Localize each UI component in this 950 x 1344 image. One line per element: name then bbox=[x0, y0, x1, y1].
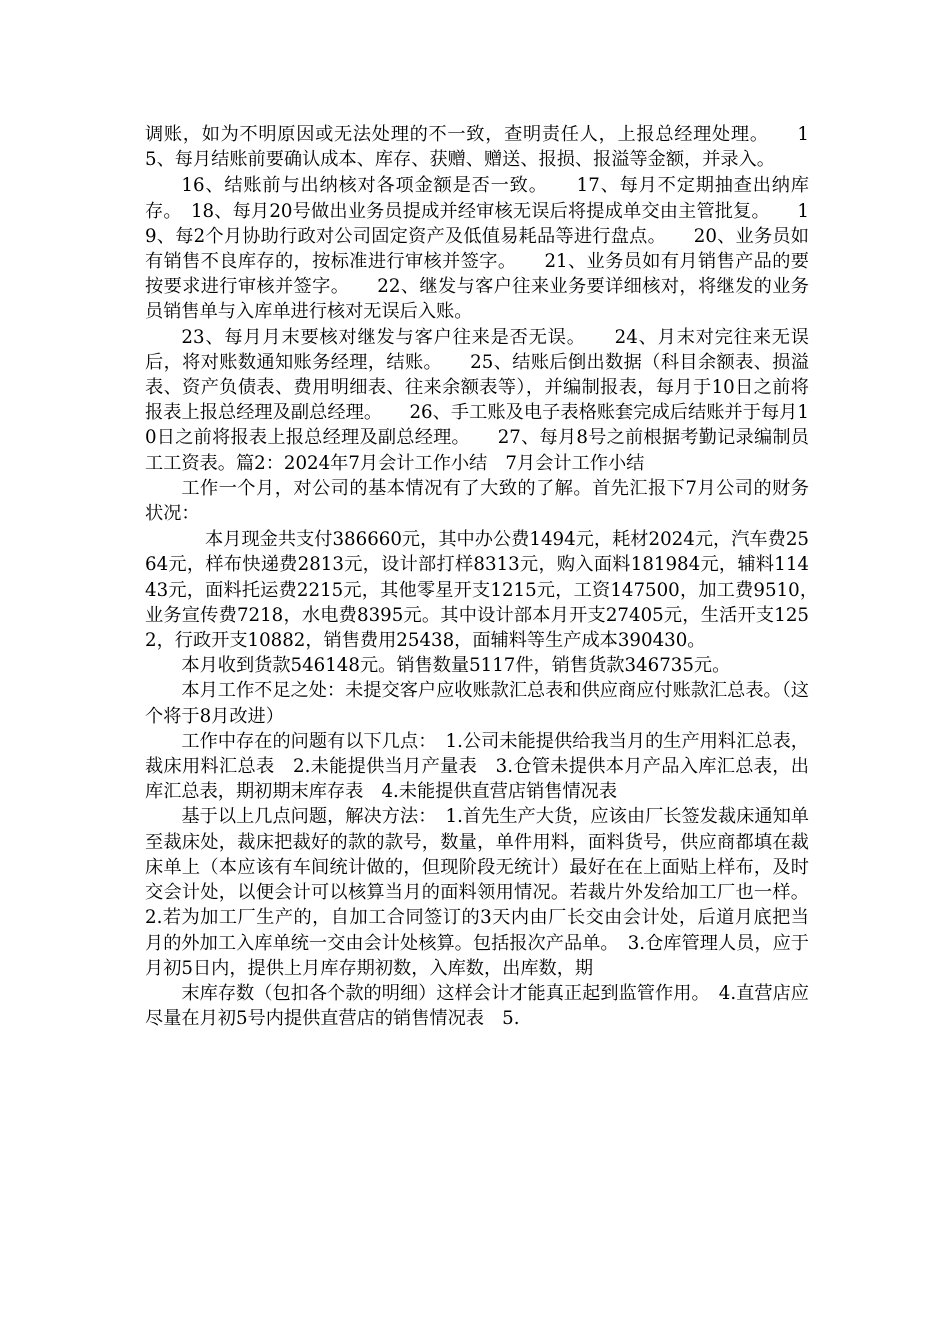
paragraph-3: 23、每月月末要核对继发与客户往来是否无误。 24、月末对完往来无误后，将对账数通知账务经理，结账。 25、结账后倒出数据（科目余额表、损溢表、资产负债表、费用明细表、往来余额表等），并编制报表，每月于10日之前将报表上报总经理及副总经理。 26、手工账及电子表格账套完成后结账并于每月10日之前将报表上报总经理及副总经理。 27、每月8号之前根据考勤记录编制员工工资表。篇2：2024年7月会计工作小结 7月会计工作小结 bbox=[145, 326, 809, 474]
paragraph-8: 工作中存在的问题有以下几点： 1.公司未能提供给我当月的生产用料汇总表，裁床用料汇总表 2.未能提供当月产量表 3.仓管未提供本月产品入库汇总表，出库汇总表，期初期末库存表 4.未能提供直营店销售情况表 bbox=[145, 730, 809, 803]
paragraph-9: 基于以上几点问题，解决方法： 1.首先生产大货，应该由厂长签发裁床通知单至裁床处，裁床把裁好的款的款号，数量，单件用料，面料货号，供应商都填在裁床单上（本应该有车间统计做的，但现阶段无统计）最好在在上面贴上样布，及时交会计处，以便会计可以核算当月的面料领用情况。若裁片外发给加工厂也一样。2.若为加工厂生产的，自加工合同签订的3天内由厂长交由会计处，后道月底把当月的外加工入库单统一交由会计处核算。包括报次产品单。 3.仓库管理人员，应于月初5日内，提供上月库存期初数，入库数，出库数，期 bbox=[145, 806, 809, 979]
paragraph-7: 本月工作不足之处：未提交客户应收账款汇总表和供应商应付账款汇总表。（这个将于8月改进） bbox=[145, 680, 809, 727]
paragraph-4: 工作一个月，对公司的基本情况有了大致的了解。首先汇报下7月公司的财务状况： bbox=[145, 477, 809, 525]
paragraph-10: 末库存数（包扣各个款的明细）这样会计才能真正起到监管作用。 4.直营店应尽量在月初5号内提供直营店的销售情况表 5. bbox=[145, 982, 809, 1030]
paragraph-6: 本月收到货款546148元。销售数量5117件，销售货款346735元。 bbox=[181, 655, 731, 677]
paragraph-2: 16、结账前与出纳核对各项金额是否一致。 17、每月不定期抽查出纳库存。 18、每月20号做出业务员提成并经审核无误后将提成单交由主管批复。 19、每2个月协助行政对公司固定资产及低值易耗品等进行盘点。 20、业务员如有销售不良库存的，按标准进行审核并签字。 21、业务员如有月销售产品的要按要求进行审核并签字。 22、继发与客户往来业务要详细核对，将继发的业务员销售单与入库单进行核对无误后入账。 bbox=[145, 175, 809, 323]
paragraph-1: 调账，如为不明原因或无法处理的不一致，查明责任人，上报总经理处理。 15、每月结账前要确认成本、库存、获赠、赠送、报损、报溢等金额，并录入。 bbox=[145, 124, 809, 171]
paragraph-5: 本月现金共支付386660元，其中办公费1494元，耗材2024元，汽车费2564元，样布快递费2813元，设计部打样8313元，购入面料181984元，辅料11443元，面料托运费2215元，其他零星开支1215元，工资147500，加工费9510， 业务宣传费7218，水电费8395元。其中设计部本月开支27405元，生活开支1252，行政开支10882，销售费用25438，面辅料等生产成本390430。 bbox=[145, 529, 828, 652]
document-page bbox=[145, 122, 828, 1031]
